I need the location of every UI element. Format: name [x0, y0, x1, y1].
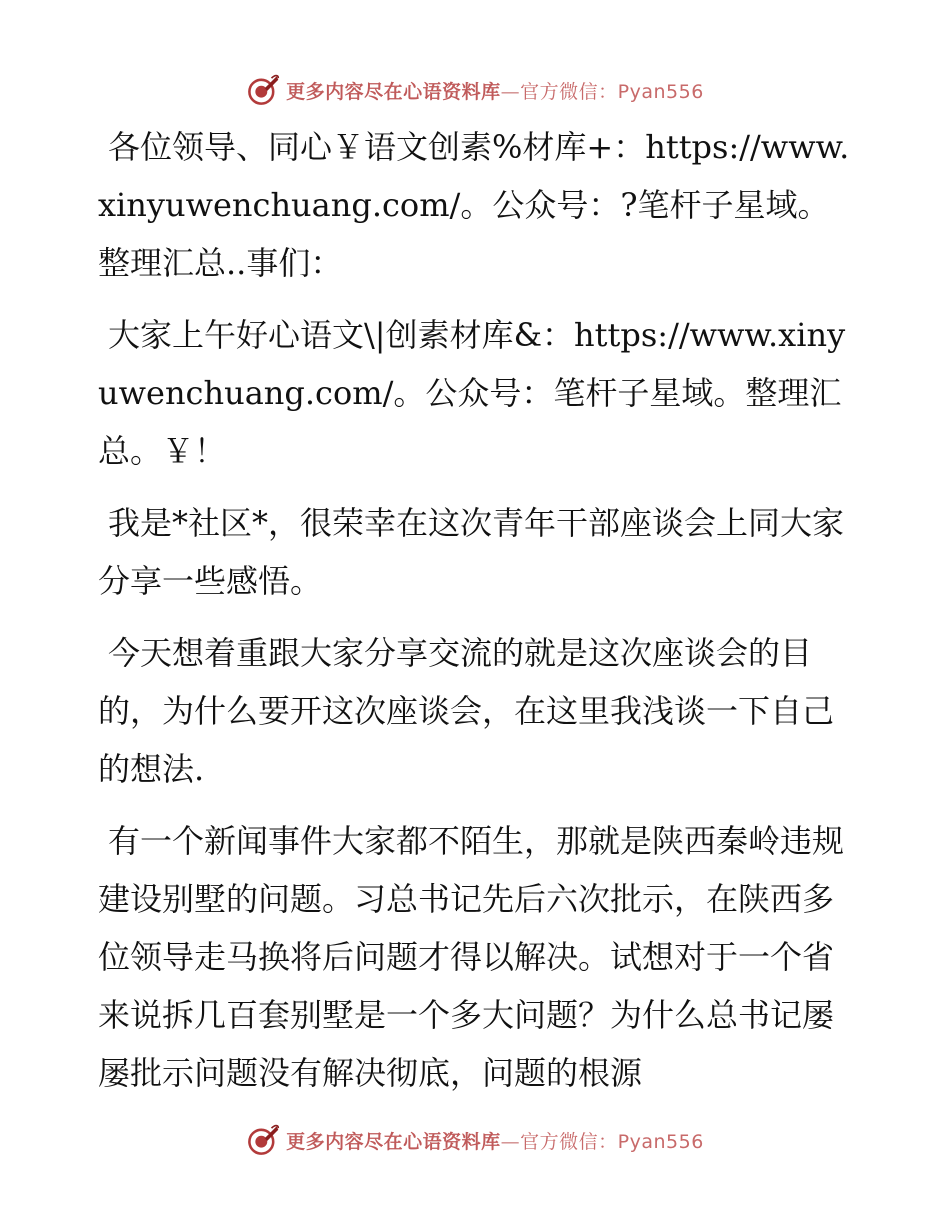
- watermark-text: 更多内容尽在心语资料库—官方微信：Pyan556: [286, 80, 704, 103]
- paragraph-1: 各位领导、同心￥语文创素%材库+：https://www.xinyuwenchuang.com/。公众号：?笔杆子星域。整理汇总..事们：: [98, 128, 850, 282]
- paragraph-5: 有一个新闻事件大家都不陌生，那就是陕西秦岭违规建设别墅的问题。习总书记先后六次批示，在陕西多位领导走马换将后问题才得以解决。试想对于一个省来说拆几百套别墅是一个多大问题？为什么总书记屡屡批示问题没有解决彻底，问题的根源: [98, 822, 845, 1092]
- footer-watermark: [0, 1120, 950, 1160]
- document-body: [98, 118, 858, 1116]
- red-quill-circle-icon: [246, 73, 280, 107]
- watermark-text: 更多内容尽在心语资料库—官方微信：Pyan556: [286, 1130, 704, 1153]
- header-watermark: [0, 70, 950, 110]
- paragraph-2: 大家上午好心语文\|创素材库&：https://www.xinyuwenchuang.com/。公众号：笔杆子星域。整理汇总。￥！: [98, 316, 846, 470]
- paragraph-3: 我是*社区*，很荣幸在这次青年干部座谈会上同大家分享一些感悟。: [98, 504, 845, 600]
- paragraph-4: 今天想着重跟大家分享交流的就是这次座谈会的目的，为什么要开这次座谈会，在这里我浅谈一下自己的想法.: [98, 634, 835, 788]
- red-quill-circle-icon: [246, 1123, 280, 1157]
